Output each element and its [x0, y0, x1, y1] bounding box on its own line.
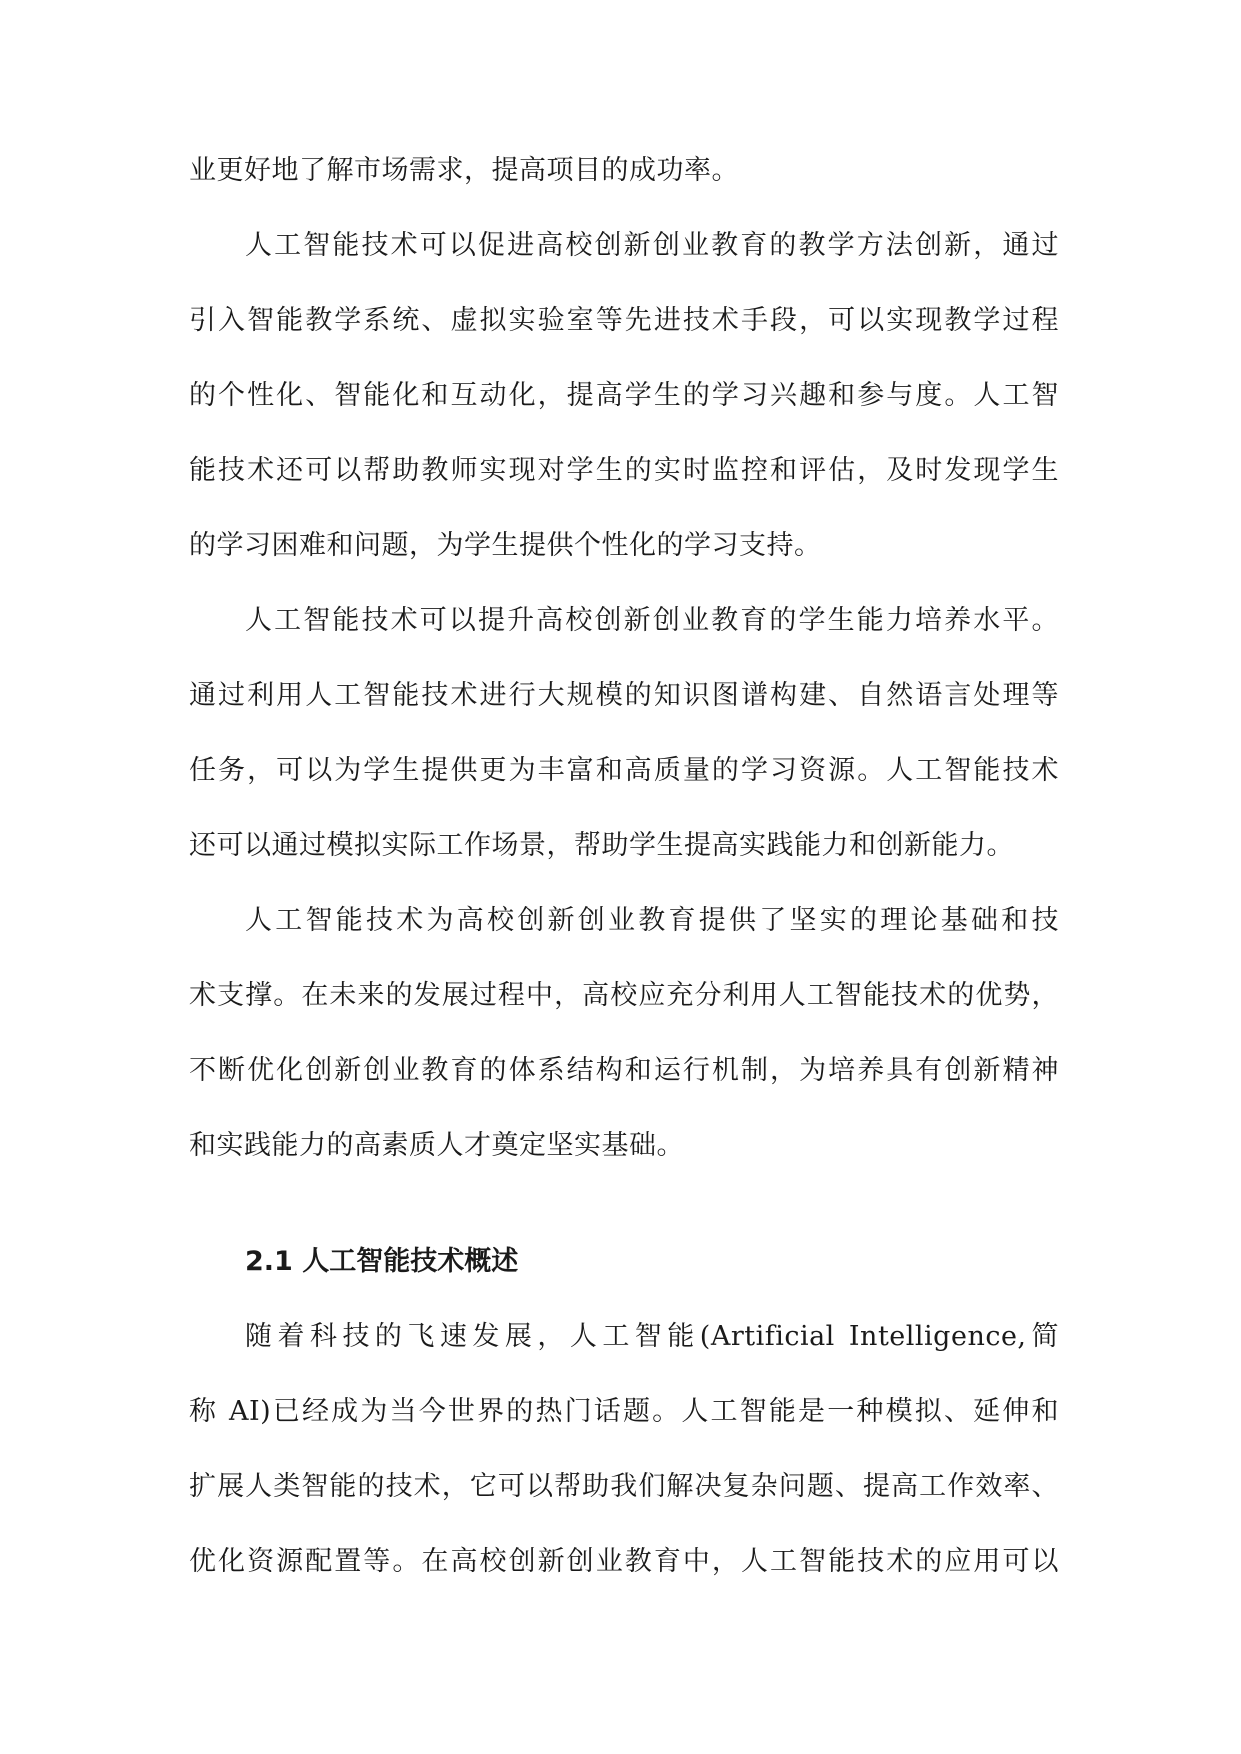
paragraph-2-line-1: 人工智能技术可以促进高校创新创业教育的教学方法创新，通过: [245, 230, 1059, 261]
paragraph-4-line-3: 不断优化创新创业教育的体系结构和运行机制，为培养具有创新精神: [189, 1055, 1059, 1086]
paragraph-4-line-1: 人工智能技术为高校创新创业教育提供了坚实的理论基础和技: [245, 905, 1059, 936]
paragraph-5-line-2: 称 AI)已经成为当今世界的热门话题。人工智能是一种模拟、延伸和: [189, 1396, 1059, 1427]
paragraph-3-line-1: 人工智能技术可以提升高校创新创业教育的学生能力培养水平。: [245, 605, 1059, 636]
paragraph-5-line-3: 扩展人类智能的技术，它可以帮助我们解决复杂问题、提高工作效率、: [189, 1471, 1059, 1502]
paragraph-2-line-3: 的个性化、智能化和互动化，提高学生的学习兴趣和参与度。人工智: [189, 380, 1059, 411]
section-heading: 2.1 人工智能技术概述: [245, 1246, 519, 1277]
paragraph-2-line-5: 的学习困难和问题，为学生提供个性化的学习支持。: [189, 530, 822, 561]
paragraph-3-line-3: 任务，可以为学生提供更为丰富和高质量的学习资源。人工智能技术: [189, 755, 1059, 786]
paragraph-2-line-4: 能技术还可以帮助教师实现对学生的实时监控和评估，及时发现学生: [189, 455, 1059, 486]
paragraph-3-line-4: 还可以通过模拟实际工作场景，帮助学生提高实践能力和创新能力。: [189, 830, 1014, 861]
paragraph-1-line-1: 业更好地了解市场需求，提高项目的成功率。: [189, 155, 739, 186]
paragraph-5-line-1: 随着科技的飞速发展，人工智能(Artificial Intelligence,简: [245, 1321, 1059, 1352]
paragraph-3-line-2: 通过利用人工智能技术进行大规模的知识图谱构建、自然语言处理等: [189, 680, 1059, 711]
paragraph-4-line-4: 和实践能力的高素质人才奠定坚实基础。: [189, 1130, 684, 1161]
paragraph-4-line-2: 术支撑。在未来的发展过程中，高校应充分利用人工智能技术的优势，: [189, 980, 1059, 1011]
paragraph-5-line-4: 优化资源配置等。在高校创新创业教育中，人工智能技术的应用可以: [189, 1546, 1059, 1577]
paragraph-2-line-2: 引入智能教学系统、虚拟实验室等先进技术手段，可以实现教学过程: [189, 305, 1059, 336]
